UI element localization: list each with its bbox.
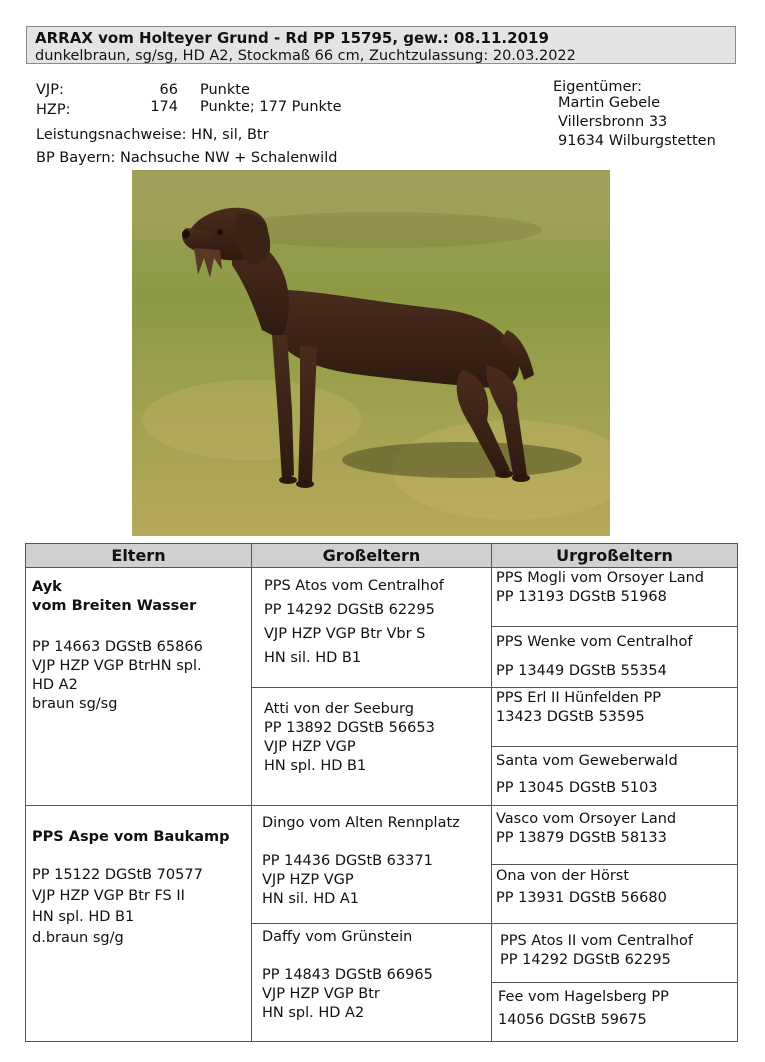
great-grandparent-8: Fee vom Hagelsberg PP 14056 DGStB 59675 [498, 989, 669, 1028]
hzp-label: HZP: [36, 102, 71, 118]
great-grandparent-2-cell [492, 627, 738, 688]
dog-photo [132, 170, 610, 536]
parent-2-details: PP 15122 DGStB 70577 VJP HZP VGP Btr FS II HN spl. HD B1 d.braun sg/g [32, 867, 203, 946]
leistungsnachweise: Leistungsnachweise: HN, sil, Btr [36, 127, 269, 143]
pedigree-table [25, 543, 738, 1042]
vjp-unit: Punkte [200, 82, 250, 98]
title-box [26, 26, 736, 64]
bp-bayern: BP Bayern: Nachsuche NW + Schalenwild [36, 150, 338, 166]
grandparent-4-cell [252, 924, 492, 1042]
grandparent-3-cell [252, 806, 492, 924]
great-grandparent-4-cell [492, 747, 738, 806]
great-grandparent-2: PPS Wenke vom Centralhof PP 13449 DGStB 55354 [496, 634, 693, 679]
grandparent-1: PPS Atos vom Centralhof PP 14292 DGStB 62295 VJP HZP VGP Btr Vbr S HN sil. HD B1 [264, 578, 444, 666]
header-urgrosseltern: Urgroßeltern [492, 544, 738, 568]
owner-name: Martin Gebele [558, 95, 661, 111]
header-eltern: Eltern [26, 544, 252, 568]
parent-1-name: Ayk vom Breiten Wasser [32, 579, 197, 614]
dog-subtitle: dunkelbraun, sg/sg, HD A2, Stockmaß 66 cm, Zuchtzulassung: 20.03.2022 [35, 48, 576, 64]
parent-1-details: PP 14663 DGStB 65866 VJP HZP VGP BtrHN spl. HD A2 braun sg/sg [32, 639, 203, 712]
grandparent-3: Dingo vom Alten Rennplatz PP 14436 DGStB 63371 VJP HZP VGP HN sil. HD A1 [262, 815, 460, 907]
grandparent-2-cell [252, 688, 492, 806]
great-grandparent-1-cell [492, 568, 738, 627]
parent-2-name: PPS Aspe vom Baukamp [32, 829, 230, 845]
grandparent-4: Daffy vom Grünstein PP 14843 DGStB 66965 VJP HZP VGP Btr HN spl. HD A2 [262, 929, 433, 1021]
great-grandparent-5: Vasco vom Orsoyer Land PP 13879 DGStB 58133 [496, 811, 677, 846]
owner-city: 91634 Wilburgstetten [558, 133, 716, 149]
great-grandparent-3-cell [492, 688, 738, 747]
great-grandparent-6: Ona von der Hörst PP 13931 DGStB 56680 [496, 868, 667, 906]
dog-title: ARRAX vom Holteyer Grund - Rd PP 15795, gew.: 08.11.2019 [35, 29, 549, 47]
great-grandparent-5-cell [492, 806, 738, 865]
great-grandparent-7: PPS Atos II vom Centralhof PP 14292 DGStB 62295 [500, 933, 693, 968]
vjp-value: 66 [159, 82, 178, 98]
header-grosseltern: Großeltern [252, 544, 492, 568]
grandparent-2: Atti von der Seeburg PP 13892 DGStB 56653 VJP HZP VGP HN spl. HD B1 [264, 701, 435, 774]
owner-street: Villersbronn 33 [558, 114, 668, 130]
hzp-value: 174 [150, 99, 178, 115]
parent-1-cell [26, 568, 252, 806]
hzp-unit: Punkte; 177 Punkte [200, 99, 342, 115]
great-grandparent-7-cell [492, 924, 738, 983]
great-grandparent-6-cell [492, 865, 738, 924]
great-grandparent-4: Santa vom Geweberwald PP 13045 DGStB 5103 [496, 753, 678, 796]
grandparent-1-cell [252, 568, 492, 688]
owner-label: Eigentümer: [553, 79, 643, 95]
parent-2-cell [26, 806, 252, 1042]
vjp-label: VJP: [36, 82, 64, 98]
great-grandparent-3: PPS Erl II Hünfelden PP 13423 DGStB 53595 [496, 690, 661, 725]
great-grandparent-1: PPS Mogli vom Orsoyer Land PP 13193 DGStB 51968 [496, 570, 704, 605]
great-grandparent-8-cell [492, 983, 738, 1042]
